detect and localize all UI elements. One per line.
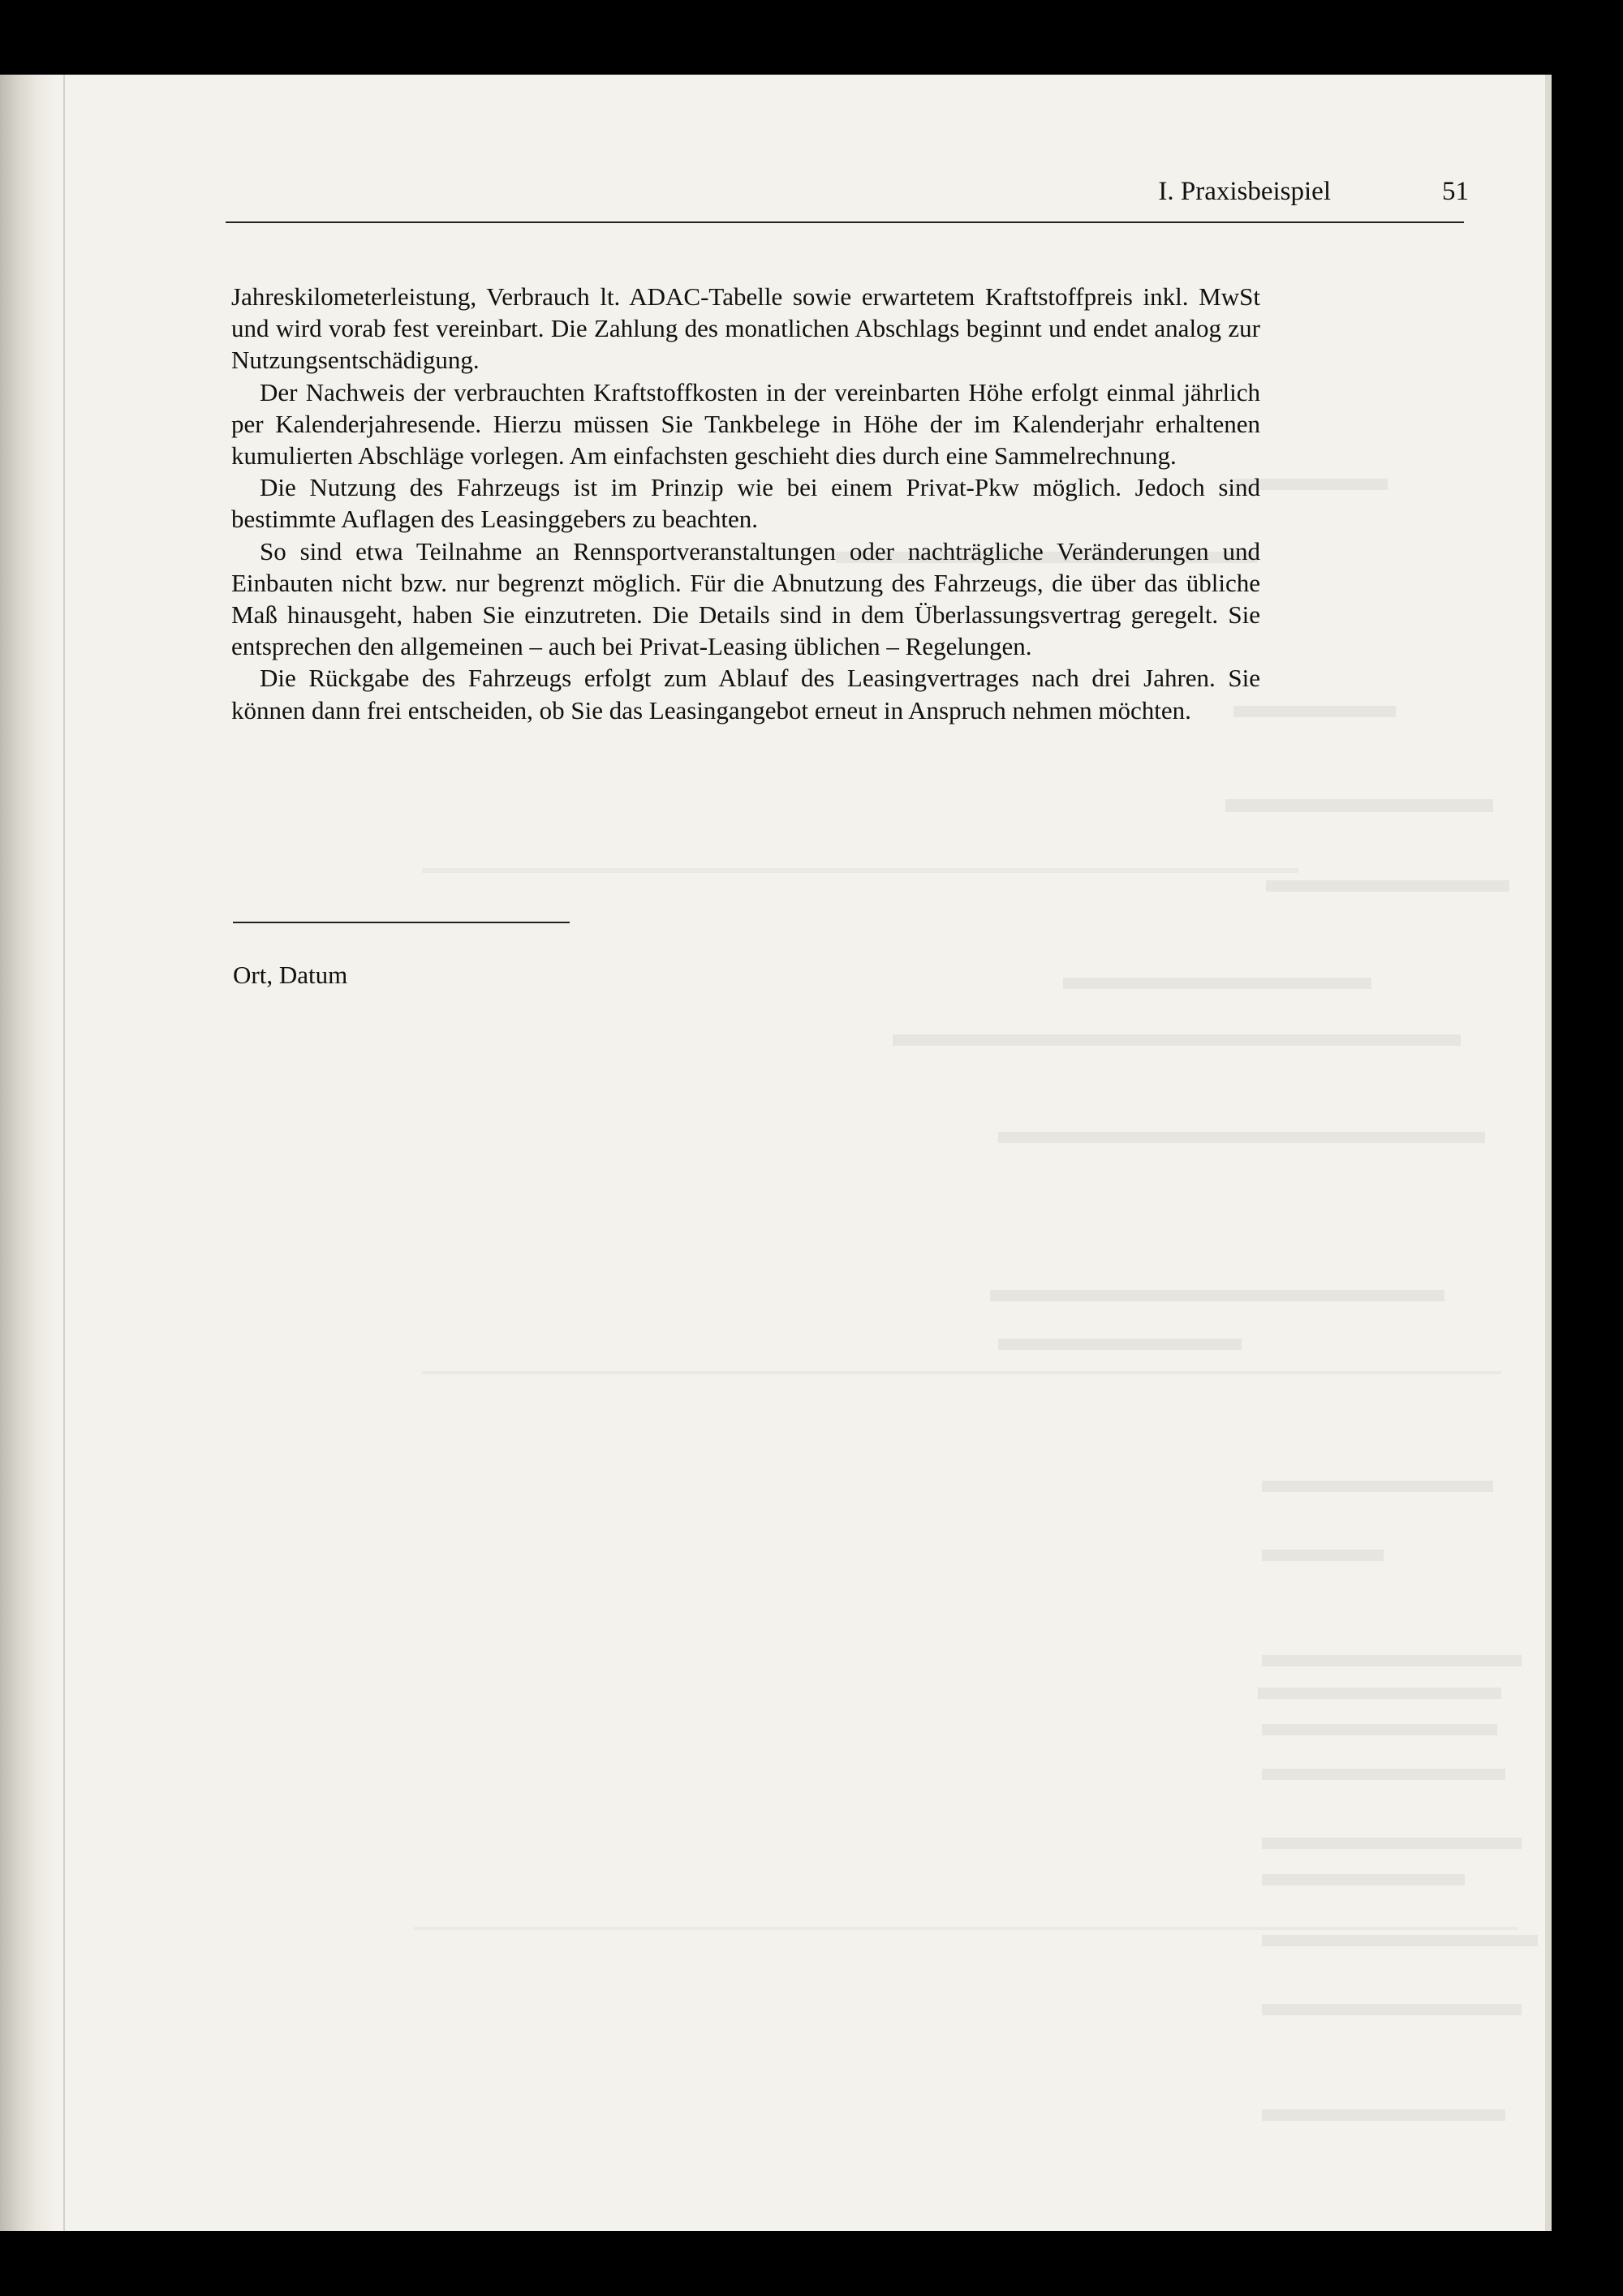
running-header-title: I. Praxisbeispiel: [1158, 177, 1331, 206]
page-number: 51: [1442, 177, 1469, 206]
paragraph-vehicle-return: Die Rückgabe des Fahrzeugs erfolgt zum Ablauf des Leasingvertrages nach drei Jahren. Sie können dann frei entscheiden, ob Sie das Leasingangebot erneut in Anspruch nehmen möchten.: [231, 664, 1260, 724]
binding-shadow: [0, 75, 57, 2231]
paragraph-fuel-payment: Jahreskilometerleistung, Verbrauch lt. ADAC-Tabelle sowie erwartetem Kraftstoffpreis inkl. MwSt und wird vorab fest vereinbart. Die Zahlung des monatlichen Abschlags beginnt und endet analog zur Nutzungsentschädigung.: [231, 282, 1260, 375]
binding-line: [63, 75, 65, 2231]
header-rule: [226, 221, 1464, 223]
place-date-label: Ort, Datum: [233, 961, 348, 989]
paragraph-vehicle-usage: Die Nutzung des Fahrzeugs ist im Prinzip wie bei einem Privat-Pkw möglich. Jedoch sind bestimmte Auflagen des Leasinggebers zu beachten.: [231, 473, 1260, 534]
paragraph-fuel-receipts: Der Nachweis der verbrauchten Kraftstoffkosten in der vereinbarten Höhe erfolgt einmal jährlich per Kalenderjahresende. Hierzu müssen Sie Tankbelege in Höhe der im Kalenderjahr erhaltenen kumulierten Abschläge vorlegen. Am einfachsten geschieht dies durch eine Sammelrechnung.: [231, 377, 1260, 471]
body-text: [231, 281, 1260, 726]
paragraph-restrictions: So sind etwa Teilnahme an Rennsportveranstaltungen oder nachträgliche Veränderungen und Einbauten nicht bzw. nur begrenzt möglich. Für die Abnutzung des Fahrzeugs, die über das übliche Maß hinausgeht, haben Sie einzutreten. Die Details sind in dem Überlassungsvertrag geregelt. Sie entsprechen den allgemeinen – auch bei Privat-Leasing üblichen – Regelungen.: [231, 536, 1260, 661]
page-edge: [1545, 75, 1552, 2231]
signature-line: [233, 922, 570, 923]
